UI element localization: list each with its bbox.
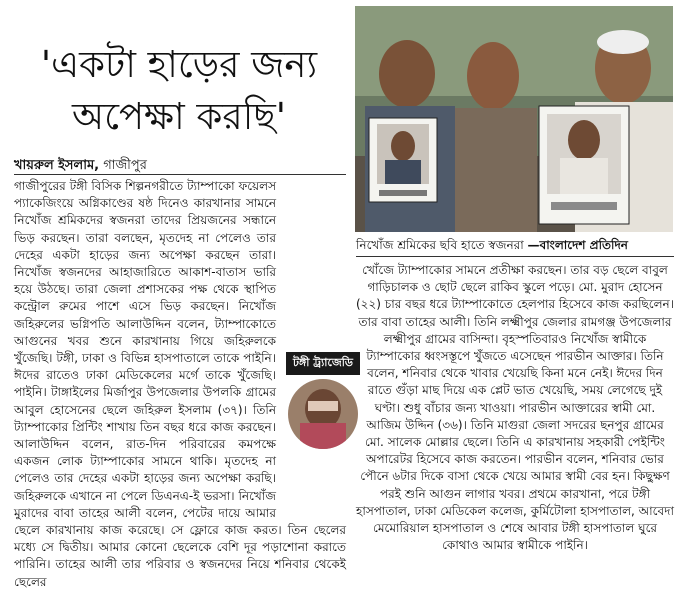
photo-caption	[356, 237, 674, 257]
byline-author: খায়রুল ইসলাম,	[14, 158, 100, 173]
byline-divider	[14, 174, 346, 175]
article-column-right	[356, 262, 674, 554]
photo-caption-credit: —বাংলাদেশ প্রতিদিন	[527, 238, 628, 252]
caption-divider	[356, 256, 674, 257]
article-paragraph: গাজীপুরের টঙ্গী বিসিক শিল্পনগরীতে ট্যাম্পাকো ফয়েলস প্যাকেজিংয়ে অগ্নিকাণ্ডের ষষ্ঠ দিনেও কারখানার সামনে নিখোঁজ শ্রমিকদের স্বজনরা তাদের প্রিয়জনের সন্ধানে ভিড় করছেন। তারা বলছেন, মৃতদেহ না পেলেও তার দেহের একটা হাড়ের জন্য অপেক্ষা করছেন তারা। নিখোঁজ স্বজনদের আহাজারিতে আকাশ-বাতাস ভারি হয়ে উঠছে। তারা জেলা প্রশাসকের পক্ষ থেকে স্থাপিত কন্ট্রোল রুমের পাশে এসে ভিড় করছেন। নিখোঁজ জহিরুলের ভগ্নিপতি আলাউদ্দিন বলেন, ট্যাম্পাকোতে আগুনের খবর শুনে কারখানায় গিয়ে জহিরুলকে খুঁজেছি। টঙ্গী, ঢাকা ও বিভিন্ন হাসপাতালে তাকে পাইনি। ঈদের রাতেও ঢাকা মেডিকেলের মর্গে তাকে খুঁজেছি। পাইনি। টাঙ্গাইলের মির্জাপুর উপজেলার উপলকি গ্রামের আবুল হোসেনের ছেলে জহিরুল ইসলাম (৩৭)। তিনি ট্যাম্পাকোর প্রিন্টিং শাখায় তিন বছর ধরে কাজ করছেন। আলাউদ্দিন বলেন, রাত-দিন পরিবারের কমপক্ষে একজন লোক ট্যাম্পাকোর সামনে থাকি। মৃতদেহ না পেলেও তার দেহের একটা হাড়ের জন্য অপেক্ষা করছি। জহিরুলকে এখানে না পেলে ডিএনএ-ই ভরসা। নিখোঁজ মুরাদের বাবা তাহের আলী বলেন, পেটের দায়ে আমার ছেলে কারখানায় কাজ করেছে। সে ফ্লোরে কাজ করত। তিন ছেলের মধ্যে সে দ্বিতীয়। আমার কোনো ছেলেকে বেশি দূর পড়াশোনা করাতে পারিনি। তাহের আলী তার পরিবার ও স্বজনদের নিয়ে শনিবার থেকেই ছেলের	[14, 179, 346, 589]
photo-caption-text: নিখোঁজ শ্রমিকের ছবি হাতে স্বজনরা	[356, 238, 524, 252]
headline: 'একটা হাড়ের জন্য অপেক্ষা করছি'	[40, 42, 318, 138]
badge-title: টঙ্গী ট্র্যাজেডি	[286, 352, 360, 375]
badge-photo	[288, 379, 358, 449]
byline-location: গাজীপুর	[103, 158, 147, 173]
section-badge	[286, 352, 360, 449]
article-paragraph: খোঁজে ট্যাম্পাকোর সামনে প্রতীক্ষা করছেন। তার বড় ছেলে বাবুল গাড়িচালক ও ছোট ছেলে রাকিব স্কুলে পড়ে। মো. মুরাদ হোসেন (২২) চার বছর ধরে ট্যাম্পাকোতে হেলপার হিসেবে কাজ করছিলেন। তার বাবা তাহের আলী। তিনি লক্ষ্মীপুর জেলার রামগঞ্জ উপজেলার লক্ষ্মীপুর গ্রামের বাসিন্দা। বৃহস্পতিবারও নিখোঁজ স্বামীকে ট্যাম্পাকোর ধ্বংসস্তূপে খুঁজতে এসেছেন পারভীন আক্তার। তিনি বলেন, শনিবার থেকে খাবার খেয়েছি কিনা মনে নেই। ঈদের দিন রাতে গুঁড়া মাছ দিয়ে এক প্লেট ভাত খেয়েছি, সময় লেগেছে দুই ঘণ্টা। শুধু বাঁচার জন্য খাওয়া। পারভীন আক্তারের স্বামী মো. আজিম উদ্দিন (৩৬)। তিনি মাগুরা জেলা সদরের ছনপুর গ্রামের মো. সালেক মোল্লার ছেলে। তিনি এ কারখানায় সহকারী পেইন্টিং অপারেটর হিসেবে কাজ করতেন। পারভীন বলেন, শনিবার ভোর পৌনে ৬টার দিকে বাসা থেকে খেয়ে আমার স্বামী বের হন। কিছুক্ষণ পরই শুনি আগুন লাগার খবর। প্রথমে কারখানা, পরে টঙ্গী হাসপাতাল, ঢাকা মেডিকেল কলেজ, কুর্মিটোলা হাসপাতাল, আবেদা মেমোরিয়াল হাসপাতাল ও শেষে আবার টঙ্গী হাসপাতাল ঘুরে কোথাও আমার স্বামীকে পাইনি।	[356, 263, 675, 553]
news-photo	[355, 6, 673, 232]
